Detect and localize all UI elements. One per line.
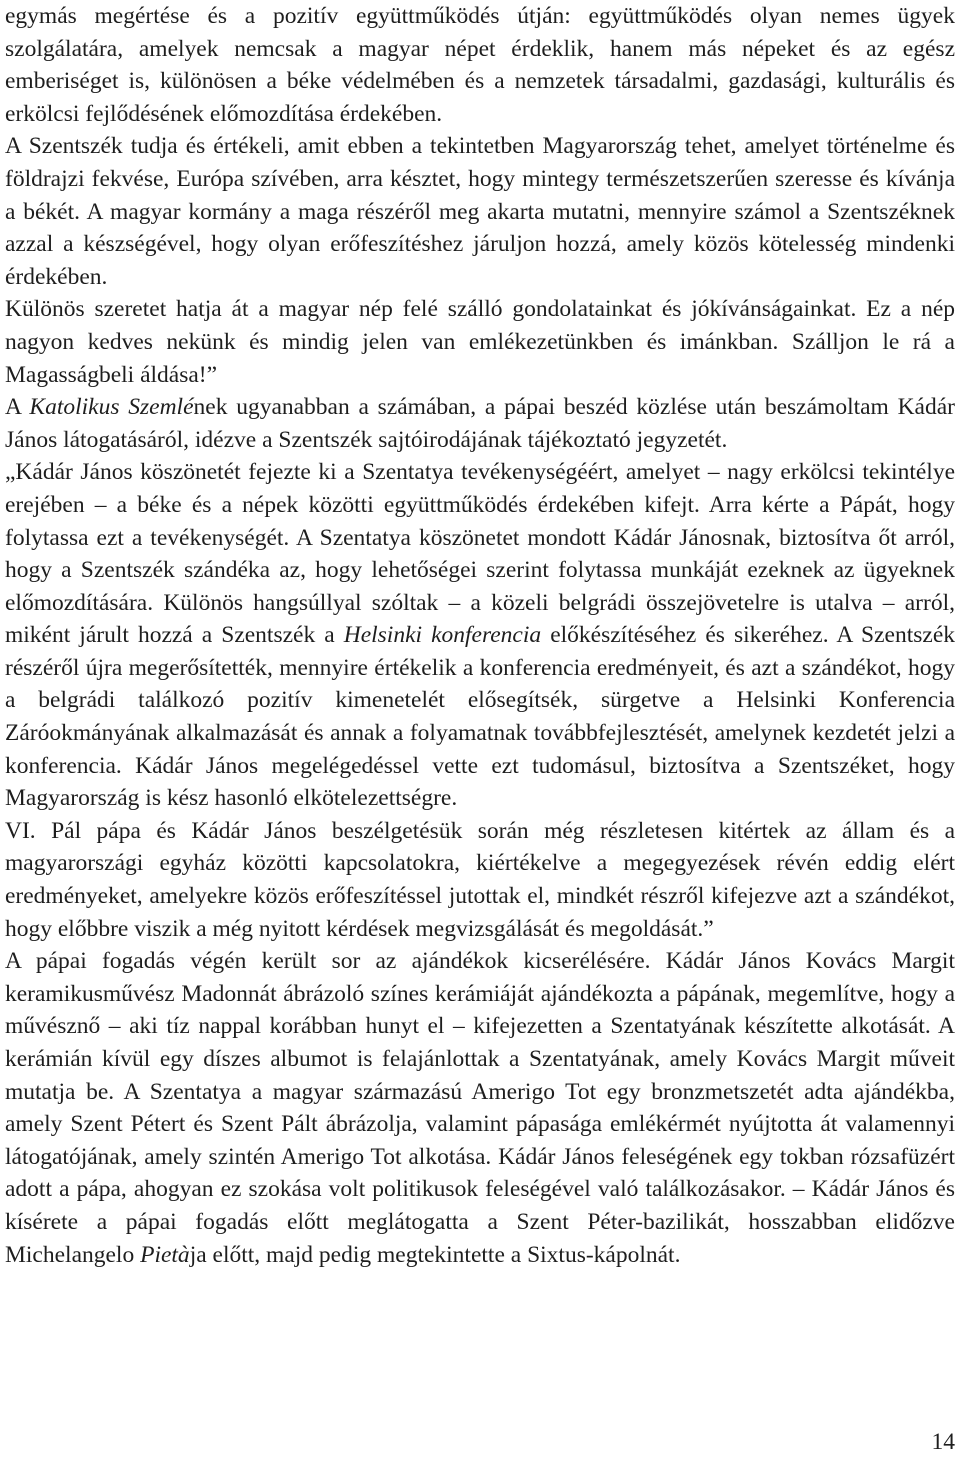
paragraph — [5, 293, 955, 391]
paragraph-text: „Kádár János köszönetét fejezte ki a Szentatya tevékenységéért, amelyet – nagy erkölcsi tekintélye erejében – a béke és a népek közötti együttműködés érdekében kifejt. Arra kérte a Pápát, hogy folytassa ezt a tevékenységét. A Szentatya köszönetet mondott Kádár Jánosnak, biztosítva őt arról, hogy a Szentszék szándéka az, hogy lehetőségei szerint folytassa munkáját ezeknek az ügyeknek előmozdítására. Különös hangsúllyal szóltak – a közeli belgrádi összejövetelre is utalva – arról, miként járult hozzá a Szentszék a — [5, 459, 955, 649]
body-text — [5, 0, 955, 1271]
paragraph-text: egymás megértése és a pozitív együttműködés útján: együttműködés olyan nemes ügyek szolgálatára, amelyek nemcsak a magyar népet érdeklik, hanem más népeket és az egész emberiséget is, különösen a béke védelmében és a nemzetek társadalmi, gazdasági, kulturális és erkölcsi fejlődésének előmozdítása érdekében. — [5, 3, 955, 127]
paragraph — [5, 456, 955, 815]
paragraph — [5, 945, 955, 1271]
paragraph-text: A — [5, 394, 30, 421]
paragraph-text: A pápai fogadás végén került sor az ajándékok kicserélésére. Kádár János Kovács Margit keramikusművész Madonnát ábrázoló színes kerámiáját ajándékozta a pápának, megemlítve, hogy a művésznő – aki tíz nappal korábban hunyt el – kifejezetten a Szentatyának készítette alkotását. A kerámián kívül egy díszes albumot is felajánlottak a Szentatyának, amely Kovács Margit műveit mutatja be. A Szentatya a magyar származású Amerigo Tot egy bronzmetszetét adta ajándékba, amely Szent Pétert és Szent Pált ábrázolja, valamint pápasága emlékérmét nyújtotta át valamennyi látogatójának, amely szintén Amerigo Tot alkotása. Kádár János feleségének egy tokban rózsafüzért adott a pápa, ahogyan ez szokása volt politikusok feleségével való találkozásakor. – Kádár János és kísérete a pápai fogadás előtt meglátogatta a Szent Péter-bazilikát, hosszabban elidőzve Michelangelo — [5, 948, 955, 1268]
conference-name: Helsinki konferencia — [343, 622, 542, 649]
artwork-title: Pietà — [140, 1241, 190, 1268]
paragraph — [5, 391, 955, 456]
paragraph — [5, 0, 955, 130]
paragraph-text: A Szentszék tudja és értékeli, amit ebben a tekintetben Magyarország tehet, amelyet történelme és földrajzi fekvése, Európa szívében, arra késztet, hogy mintegy természetszerűen szeresse és kívánja a békét. A magyar kormány a maga részéről meg akarta mutatni, mennyire számol a Szentszéknek azzal a készségével, hogy olyan erőfeszítéshez járuljon hozzá, amely közös kötelesség mindenki érdekében. — [5, 133, 955, 290]
paragraph-text: VI. Pál pápa és Kádár János beszélgetésük során még részletesen kitértek az állam és a magyarországi egyház közötti kapcsolatokra, kiértékelve a megegyezések révén eddig elért eredményeket, amelyekre közös erőfeszítéssel jutottak el, mindkét részről kifejezve azt a szándékot, hogy előbbre viszik a még nyitott kérdések megvizsgálását és megoldását.” — [5, 817, 955, 942]
paragraph-text: előkészítéséhez és sikeréhez. A Szentszék részéről újra megerősítették, mennyire értékelik a konferencia eredményeit, és azt a szándékot, hogy a belgrádi találkozó pozitív kimenetelét elősegítsék, sürgetve a Helsinki Konferencia Záróokmányának alkalmazását és annak a folyamatnak továbbfejlesztését, amelynek kezdetét jelzi a konferencia. Kádár János megelégedéssel vette ezt tudomásul, biztosítva a Szentszéket, hogy Magyarország is kész hasonló elkötelezettségre. — [5, 622, 956, 812]
journal-title: Katolikus Szemlé — [29, 394, 194, 421]
paragraph-text: nek ugyanabban a számában, a pápai beszéd közlése után beszámoltam Kádár János látogatásáról, idézve a Szentszék sajtóirodájának tájékoztató jegyzetét. — [5, 394, 955, 453]
paragraph — [5, 815, 955, 945]
paragraph-text: ja előtt, majd pedig megtekintette a Sixtus-kápolnát. — [189, 1241, 681, 1268]
paragraph — [5, 130, 955, 293]
page-number: 14 — [931, 1429, 955, 1455]
paragraph-text: Különös szeretet hatja át a magyar nép felé szálló gondolatainkat és jókívánságainkat. Ez a nép nagyon kedves nekünk és mindig jelen van emlékezetünkben és imánkban. Szálljon le rá a Magasságbeli áldása!” — [5, 296, 955, 388]
